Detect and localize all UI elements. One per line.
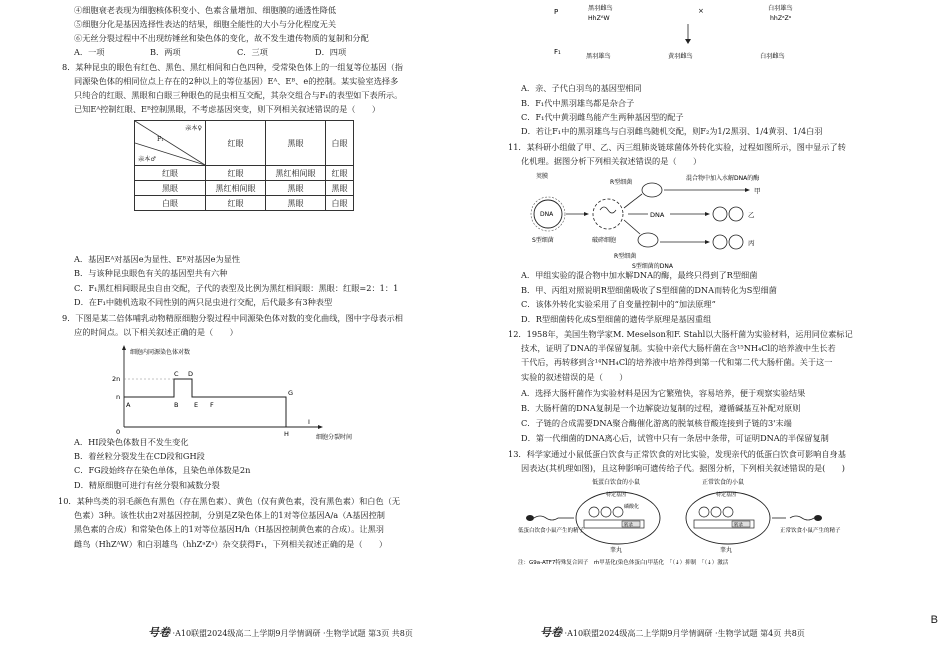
q13-factor-icon <box>589 507 599 517</box>
corner-bottom-label: 亲本♂ <box>138 156 156 163</box>
q11-option-c: C．该体外转化实验采用了自变量控制中的“加法原理” <box>521 299 716 309</box>
q8-row-label: 黑眼 <box>135 181 206 196</box>
q12-option-b: B．大肠杆菌的DNA复制是一个边解旋边复制的过程，遵循碱基互补配对原则 <box>521 403 801 413</box>
q12-option-d: D．第一代细菌的DNA离心后，试管中只有一条居中条带，可证明DNA的半保留复制 <box>521 433 829 443</box>
q10-stem-2: 色素）3种。该性状由2对基因控制，分别是Z染色体上的1对等位基因A/a（A基因控制 <box>74 510 385 520</box>
q9-chart <box>112 345 353 441</box>
q13-right-sperm-label: 正常饮食小鼠产生的精子 <box>780 528 841 534</box>
q13-stem-2: 因表达(其机理如图)，且这种影响可遗传给子代。据图分析，下列相关叙述错误的是( ) <box>521 463 845 473</box>
q9-x-title: 细胞分裂时间 <box>316 434 353 441</box>
q11-yi-cell-1 <box>713 207 727 221</box>
q10-option-c: C．F₁代中黄羽雌鸟能产生两种基因型的配子 <box>521 112 684 122</box>
q9-stem-2: 应的时间点。以下相关叙述正确的是（ ） <box>74 327 238 337</box>
q9-option-c: C．FG段始终存在染色单体，且染色单体数是2n <box>74 465 251 475</box>
q13-factor-icon <box>613 507 623 517</box>
cross-arrow-head <box>685 39 691 44</box>
cross-p-label: P <box>554 8 559 16</box>
q11-group-bing: 丙 <box>748 239 755 247</box>
q9-option-d: D．精原细胞可进行有丝分裂和减数分裂 <box>74 480 220 490</box>
q7-item-6: ⑥无丝分裂过程中不出现纺锤丝和染色体的变化，故不发生遗传物质的复制和分配 <box>74 33 369 43</box>
q12-option-a: A．选择大肠杆菌作为实验材料是因为它繁殖快，容易培养，便于观察实验结果 <box>521 388 806 398</box>
q10-option-d: D．若让F₁中的黑羽雄鸟与白羽雌鸟随机交配，则F₂为1/2黑羽、1/4黄羽、1/4白羽 <box>521 126 823 136</box>
q11-capsule-label: 荚膜 <box>536 173 549 180</box>
q8-cell: 黑红相间眼 <box>206 181 266 196</box>
q7-option-c: C．三项 <box>237 47 268 57</box>
q11-stem-2: 化机理。据图分析下列相关叙述错误的是（ ） <box>521 156 702 166</box>
q9-point-f: F <box>210 401 214 409</box>
q8-col-header: 黑眼 <box>266 121 326 166</box>
q11-dna-fragment-icon <box>600 207 616 213</box>
q7-item-4: ④细胞衰老表现为细胞核体积变小、色素含量增加、细胞膜的通透性降低 <box>74 5 337 15</box>
q8-stem-2: 同源染色体的相同位点上存在的2种以上的等位基因）Eᴬ、Eᴮ、e的控制。某实验室选择多 <box>74 76 399 86</box>
q8-table-corner <box>135 121 206 166</box>
q13-box-left-text: 转录 <box>624 523 633 528</box>
q8-cell: 黑眼 <box>326 181 354 196</box>
q11-bing-cell-1 <box>713 235 727 249</box>
q7-option-a: A．一项 <box>74 47 105 57</box>
q8-cell: 红眼 <box>326 166 354 181</box>
q8-cell: 黑眼 <box>266 196 326 211</box>
q11-option-b: B．甲、丙组对照说明R型细菌吸收了S型细菌的DNA而转化为S型细菌 <box>521 285 777 295</box>
q8-option-b: B．与该种昆虫眼色有关的基因型共有六种 <box>74 268 228 278</box>
q11-broken-cell <box>593 199 623 229</box>
q8-option-c: C．F₁黑红相间眼昆虫自由交配，子代的表型及比例为黑红相间眼：黑眼：红眼=2：1：1 <box>74 283 399 293</box>
q8-table <box>134 120 354 211</box>
q12-stem-4: 实验的叙述错误的是（ ） <box>521 372 628 382</box>
q11-option-d: D．R型细菌转化成S型细菌的遗传学原理是基因重组 <box>521 314 712 324</box>
q13-note: 注：G9a-ATF7特殊复合因子 ḿ甲基化(染色体蛋白)甲基化 「（↓）抑制 「（↓）激活 <box>518 560 729 566</box>
q9-x-arrow <box>318 425 323 429</box>
q8-col-header: 白眼 <box>326 121 354 166</box>
q11-stem-1: 11．某科研小组做了甲、乙、丙三组肺炎链球菌体外转化实验，过程如图所示，图中显示了转 <box>508 142 846 152</box>
table-row <box>135 181 354 196</box>
cross-f1-type: 黑羽雄鸟 <box>586 53 611 60</box>
cross-male-genotype: hhZᵃZᵃ <box>770 15 792 22</box>
q9-tick-2n: 2n <box>112 375 121 383</box>
q8-row-label: 白眼 <box>135 196 206 211</box>
q9-option-b: B．着丝粒分裂发生在CD段和GH段 <box>74 451 205 461</box>
q13-testis-right-label: 睾丸 <box>720 547 733 554</box>
q13-left-sperm-label: 低蛋白饮食小鼠产生的精子 <box>518 528 585 534</box>
q8-col-header: 红眼 <box>206 121 266 166</box>
right-page <box>478 0 950 646</box>
q10-cross-diagram <box>548 0 848 60</box>
q11-yi-cell-2 <box>729 207 743 221</box>
q9-point-e: E <box>194 401 199 409</box>
corner-top-label: 亲本♀ <box>185 125 202 132</box>
q9-option-a: A．HI段染色体数目不发生变化 <box>74 437 189 447</box>
q11-arrow-up <box>624 194 642 208</box>
q11-arrow-bing-head <box>705 240 710 244</box>
corner-letter: B <box>930 614 938 626</box>
q13-sperm-right-tail <box>790 516 814 520</box>
q11-r-cell-bottom <box>638 233 658 247</box>
q11-group-jia: 甲 <box>754 187 761 195</box>
q9-point-g: G <box>288 389 294 397</box>
q11-diagram <box>532 170 806 270</box>
q11-dna-label: DNA <box>650 211 665 219</box>
q13-box-right-text: 转录 <box>734 523 743 528</box>
q8-stem-4: 已知Eᴬ控制红眼、Eᴮ控制黑眼，不考虑基因突变，则下列相关叙述错误的是（ ） <box>74 104 381 114</box>
q11-enzyme-note: 混合物中加入水解DNA的酶 <box>686 175 760 182</box>
q11-s-label: S型细菌 <box>532 237 554 244</box>
cross-female-genotype: HhZᴬW <box>588 15 610 22</box>
q13-seq-label-right: 特定基因 <box>716 492 737 498</box>
q9-point-h: H <box>284 430 289 438</box>
q9-origin: 0 <box>116 428 121 436</box>
q11-arrow-1-head <box>584 212 589 216</box>
q8-row-label: 红眼 <box>135 166 206 181</box>
left-footer <box>148 624 413 640</box>
q8-stem-1: 8．某种昆虫的眼色有红色、黑色、黑红相间和白色四种，受常染色体上的一组复等位基因（指 <box>62 62 403 72</box>
q11-s-dna-label: S型细菌的DNA <box>632 263 674 270</box>
cross-times: × <box>698 7 704 15</box>
q11-arrow-jia-head <box>745 188 750 192</box>
q9-point-c: C <box>174 370 179 378</box>
q13-seq-label-left: 特定基因 <box>606 492 627 498</box>
q11-r-bottom-label: R型细菌 <box>614 253 637 260</box>
q12-stem-1: 12．1958年，美国生物学家M. Meselson和F. Stahl以大肠杆菌为实验材料，运用同位素标记 <box>508 329 853 339</box>
footer-logo: 号卷 <box>540 626 562 639</box>
q13-factor-icon <box>723 507 733 517</box>
q9-point-a: A <box>126 401 131 409</box>
q11-dna-in-cell: DNA <box>540 211 554 218</box>
q13-left-title: 低蛋白饮食的小鼠 <box>592 479 641 486</box>
q13-right-title: 正常饮食的小鼠 <box>702 479 745 486</box>
q9-point-i: I <box>308 418 310 426</box>
right-footer <box>540 624 805 640</box>
q8-cell: 黑眼 <box>266 181 326 196</box>
q13-factor-icon <box>601 507 611 517</box>
q12-stem-3: 干代后，再转移到含¹⁴NH₄Cl的培养液中培养得到第一代和第二代大肠杆菌。关于这一 <box>521 357 833 367</box>
q10-stem-4: 雌鸟（HhZᴬW）和白羽雄鸟（hhZᵃZᵃ）杂交获得F₁，下列相关叙述正确的是（ ） <box>74 539 388 549</box>
q8-cell: 白眼 <box>326 196 354 211</box>
q8-cell: 黑红相间眼 <box>266 166 326 181</box>
q13-sperm-left-icon <box>526 515 534 521</box>
cross-male-name: 白羽雄鸟 <box>768 5 793 12</box>
q13-target-label: 磷酸化 <box>624 504 640 510</box>
q12-option-c: C．子链的合成需要DNA聚合酶催化游离的脱氧核苷酸连接到子链的3'末端 <box>521 418 792 428</box>
q8-cell: 红眼 <box>206 166 266 181</box>
q7-option-b: B．两项 <box>150 47 181 57</box>
footer-logo: 号卷 <box>148 626 170 639</box>
q10-stem-3: 黑色素的合成）和常染色体上的1对等位基因H/h（H基因控制黄色素的合成）。让黑羽 <box>74 524 384 534</box>
q10-option-b: B．F₁代中黑羽雄鸟都是杂合子 <box>521 98 635 108</box>
q10-stem-1: 10．某种鸟类的羽毛颜色有黑色（存在黑色素）、黄色（仅有黄色素，没有黑色素）和白色（无 <box>58 496 401 506</box>
q13-diagram <box>518 478 858 568</box>
q9-stem-1: 9．下图是某二倍体哺乳动物精原细胞分裂过程中同源染色体对数的变化曲线，图中字母表示相 <box>62 313 403 323</box>
left-page <box>0 0 465 646</box>
q13-testis-left-label: 睾丸 <box>610 547 623 554</box>
q9-y-arrow <box>122 345 126 350</box>
cross-f1-type: 白羽雌鸟 <box>760 53 785 60</box>
q13-factor-icon <box>711 507 721 517</box>
q7-option-d: D．四项 <box>315 47 347 57</box>
q11-option-a: A．甲组实验的混合物中加水解DNA的酶，最终只得到了R型细菌 <box>521 270 758 280</box>
q13-sperm-left-tail <box>534 516 558 520</box>
q13-testis-left <box>576 492 660 544</box>
q13-testis-right <box>686 492 770 544</box>
q11-group-yi: 乙 <box>748 211 755 219</box>
q11-r-top-label: R型细菌 <box>610 179 633 186</box>
q8-cell: 红眼 <box>206 196 266 211</box>
table-row <box>135 166 354 181</box>
q8-option-d: D．在F₁中随机选取不同性别的两只昆虫进行交配，后代最多有3种表型 <box>74 297 333 307</box>
cross-female-name: 黑羽雌鸟 <box>588 5 613 12</box>
q13-factor-icon <box>699 507 709 517</box>
q11-bing-cell-2 <box>729 235 743 249</box>
q9-point-d: D <box>188 370 194 378</box>
q11-arrow-down <box>624 220 640 234</box>
q9-y-title: 细胞内同源染色体对数 <box>130 349 191 356</box>
q9-tick-n: n <box>116 393 121 401</box>
q11-r-cell-top <box>642 183 662 197</box>
q13-sperm-right-icon <box>814 515 822 521</box>
footer-text: ·A10联盟2024级高二上学期9月学情调研 ·生物学试题 第4页 共8页 <box>564 629 805 638</box>
table-row <box>135 196 354 211</box>
q11-broken-label: 破碎细胞 <box>592 237 617 244</box>
q8-stem-3: 只纯合的红眼、黑眼和白眼三种眼色的昆虫相互交配，其杂交组合与F₁的表型如下表所示。 <box>74 90 403 100</box>
q9-point-b: B <box>174 401 179 409</box>
corner-mid-label: F₁ <box>157 136 164 143</box>
q8-option-a: A．基因Eᴬ对基因e为显性、Eᴮ对基因e为显性 <box>74 254 241 264</box>
q7-item-5: ⑤细胞分化是基因选择性表达的结果，细胞全能性的大小与分化程度无关 <box>74 19 337 29</box>
q13-stem-1: 13．科学家通过小鼠低蛋白饮食与正常饮食的对比实验，发现亲代的低蛋白饮食可影响自身基 <box>508 449 846 459</box>
q10-option-a: A．亲、子代白羽鸟的基因型相同 <box>521 83 642 93</box>
cross-f1-label: F₁ <box>554 48 561 56</box>
q11-arrow-yi-head <box>705 212 710 216</box>
q12-stem-2: 技术，证明了DNA的半保留复制。实验中亲代大肠杆菌在含¹⁵NH₄Cl的培养液中生长若 <box>521 343 836 353</box>
cross-f1-type: 黄羽雌鸟 <box>668 53 693 60</box>
footer-text: ·A10联盟2024级高二上学期9月学情调研 ·生物学试题 第3页 共8页 <box>172 629 413 638</box>
